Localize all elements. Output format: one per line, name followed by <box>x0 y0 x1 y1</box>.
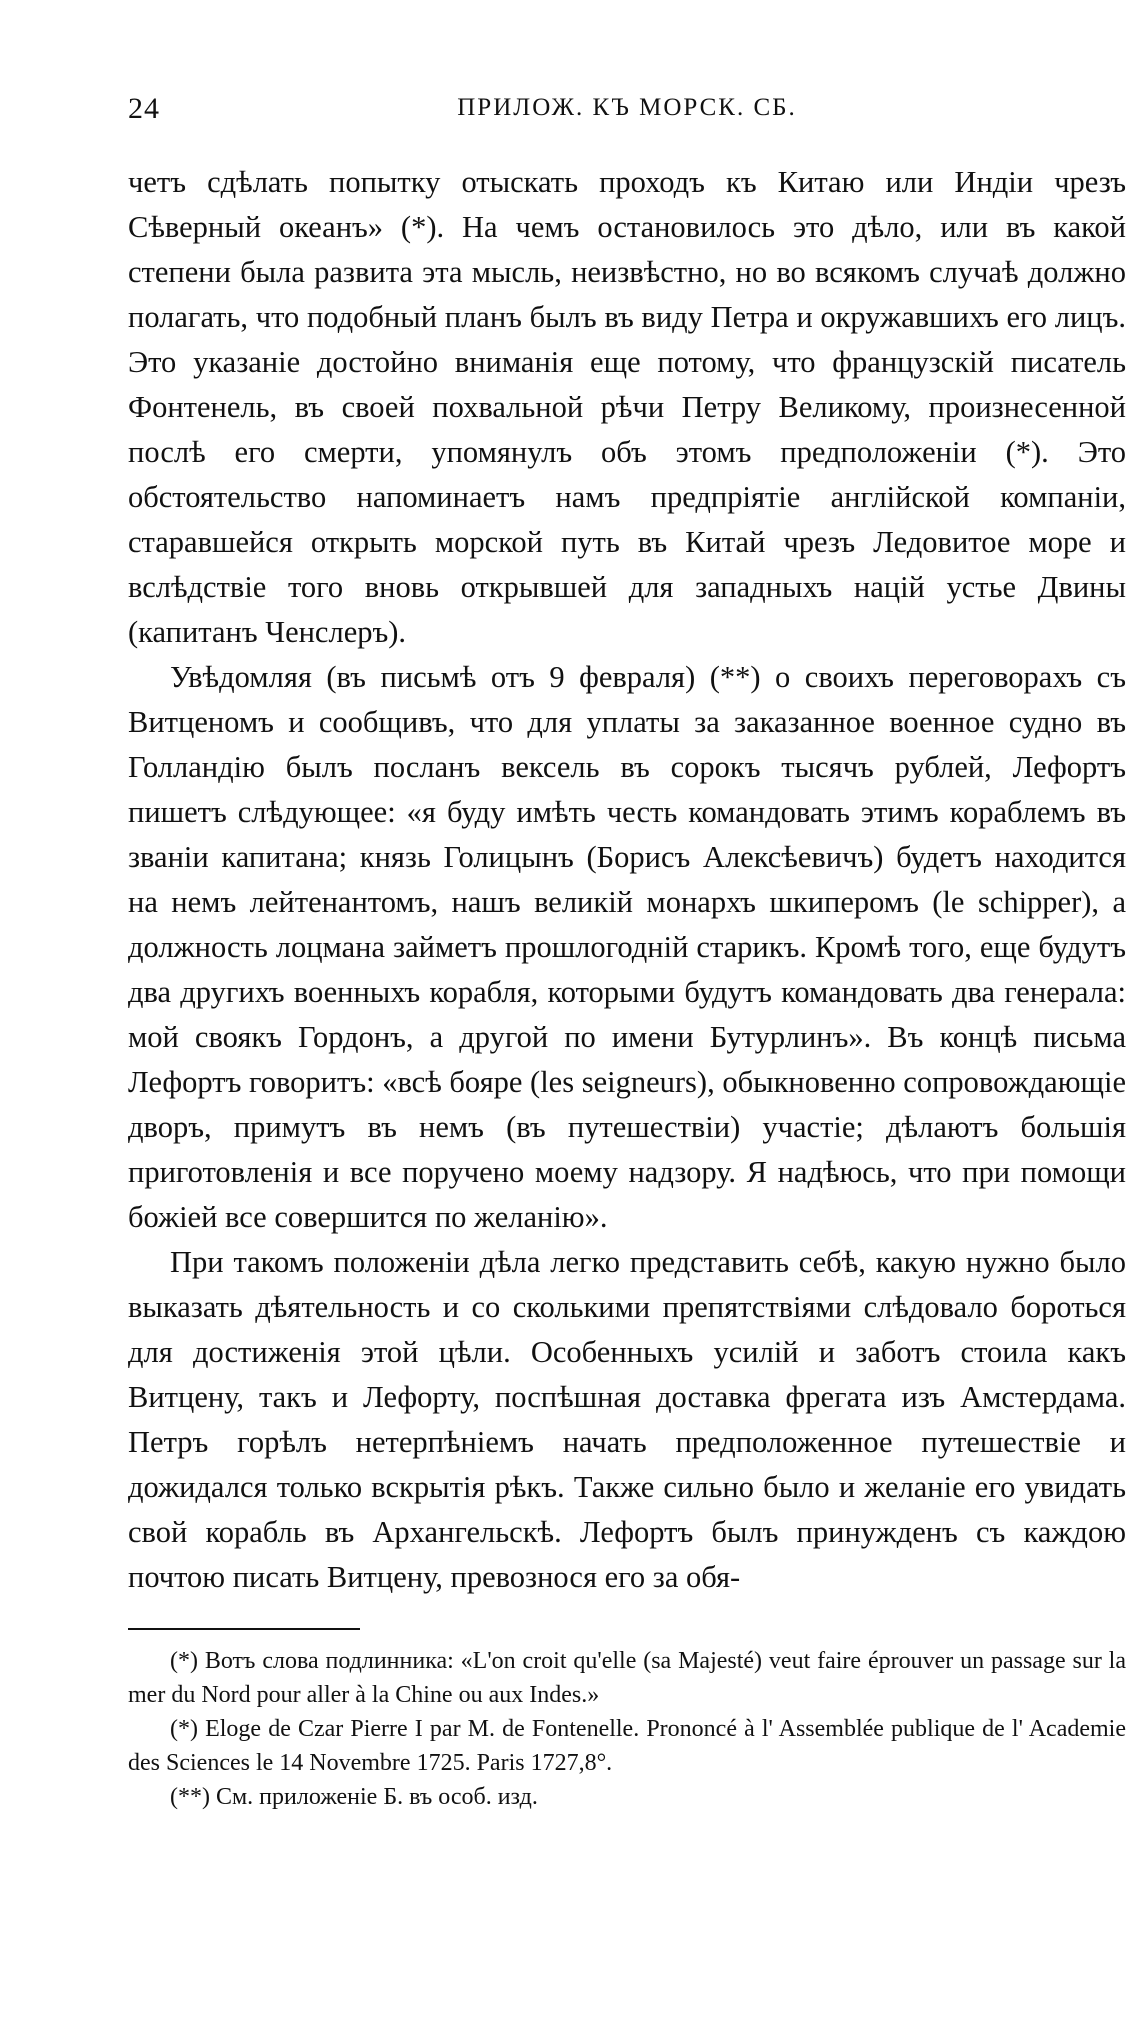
footnote-1: (*) Вотъ слова подлинника: «L'on croit qu'elle (sa Majesté) veut faire éprouver un passage sur la mer du Nord pour aller à la Chine ou aux Indes.» <box>128 1648 1126 1708</box>
footnote-2: (*) Eloge de Czar Pierre I par M. de Fontenelle. Prononcé à l' Assemblée publique de l' Academie des Sciences le 14 Novembre 1725. Paris 1727,8°. <box>128 1716 1126 1776</box>
book-page <box>128 92 1126 1814</box>
running-title: ПРИЛОЖ. КЪ МОРСК. СБ. <box>457 94 797 121</box>
page-number: 24 <box>128 92 160 125</box>
paragraph-2: Увѣдомляя (въ письмѣ отъ 9 февраля) (**) о своихъ переговорахъ съ Витценомъ и сообщивъ, что для уплаты за заказанное военное судно въ Голландію былъ посланъ вексель въ сорокъ тысячъ рублей, Лефортъ пишетъ слѣдующее: «я буду имѣть честь командовать этимъ кораблемъ въ званіи капитана; князь Голицынъ (Борисъ Алексѣевичъ) будетъ находится на немъ лейтенантомъ, нашъ великій монархъ шкиперомъ (le schipper), а должность лоцмана займетъ прошлогодній старикъ. Кромѣ того, еще будутъ два другихъ военныхъ корабля, которыми будутъ командовать два генерала: мой своякъ Гордонъ, а другой по имени Бутурлинъ». Въ концѣ письма Лефортъ говоритъ: «всѣ бояре (les seigneurs), обыкновенно сопровождающіе дворъ, примутъ въ немъ (въ путешествіи) участіе; дѣлаютъ большія приготовленія и все поручено моему надзору. Я надѣюсь, что при помощи божіей все совершится по желанію». <box>128 660 1126 1234</box>
body-text <box>128 160 1126 1600</box>
page-header <box>128 92 1126 132</box>
paragraph-3: При такомъ положеніи дѣла легко представить себѣ, какую нужно было выказать дѣятельность и со сколькими препятствіями слѣдовало бороться для достиженія этой цѣли. Особенныхъ усилій и заботъ стоила какъ Витцену, такъ и Лефорту, поспѣшная доставка фрегата изъ Амстердама. Петръ горѣлъ нетерпѣніемъ начать предположенное путешествіе и дожидался только вскрытія рѣкъ. Также сильно было и желаніе его увидать свой корабль въ Архангельскѣ. Лефортъ былъ принужденъ съ каждою почтою писать Витцену, превознося его за обя- <box>128 1245 1126 1594</box>
footnote-divider <box>128 1628 360 1630</box>
paragraph-1: четъ сдѣлать попытку отыскать проходъ къ Китаю или Индіи чрезъ Сѣверный океанъ» (*). На чемъ остановилось это дѣло, или въ какой степени была развита эта мысль, неизвѣстно, но во всякомъ случаѣ должно полагать, что подобный планъ былъ въ виду Петра и окружавшихъ его лицъ. Это указаніе достойно вниманія еще потому, что французскій писатель Фонтенель, въ своей похвальной рѣчи Петру Великому, произнесенной послѣ его смерти, упомянулъ объ этомъ предположеніи (*). Это обстоятельство напоминаетъ намъ предпріятіе англійской компаніи, старавшейся открыть морской путь въ Китай чрезъ Ледовитое море и вслѣдствіе того вновь открывшей для западныхъ націй устье Двины (капитанъ Ченслеръ). <box>128 165 1126 649</box>
footnotes <box>128 1644 1126 1814</box>
footnote-3: (**) См. приложеніе Б. въ особ. изд. <box>170 1784 538 1810</box>
